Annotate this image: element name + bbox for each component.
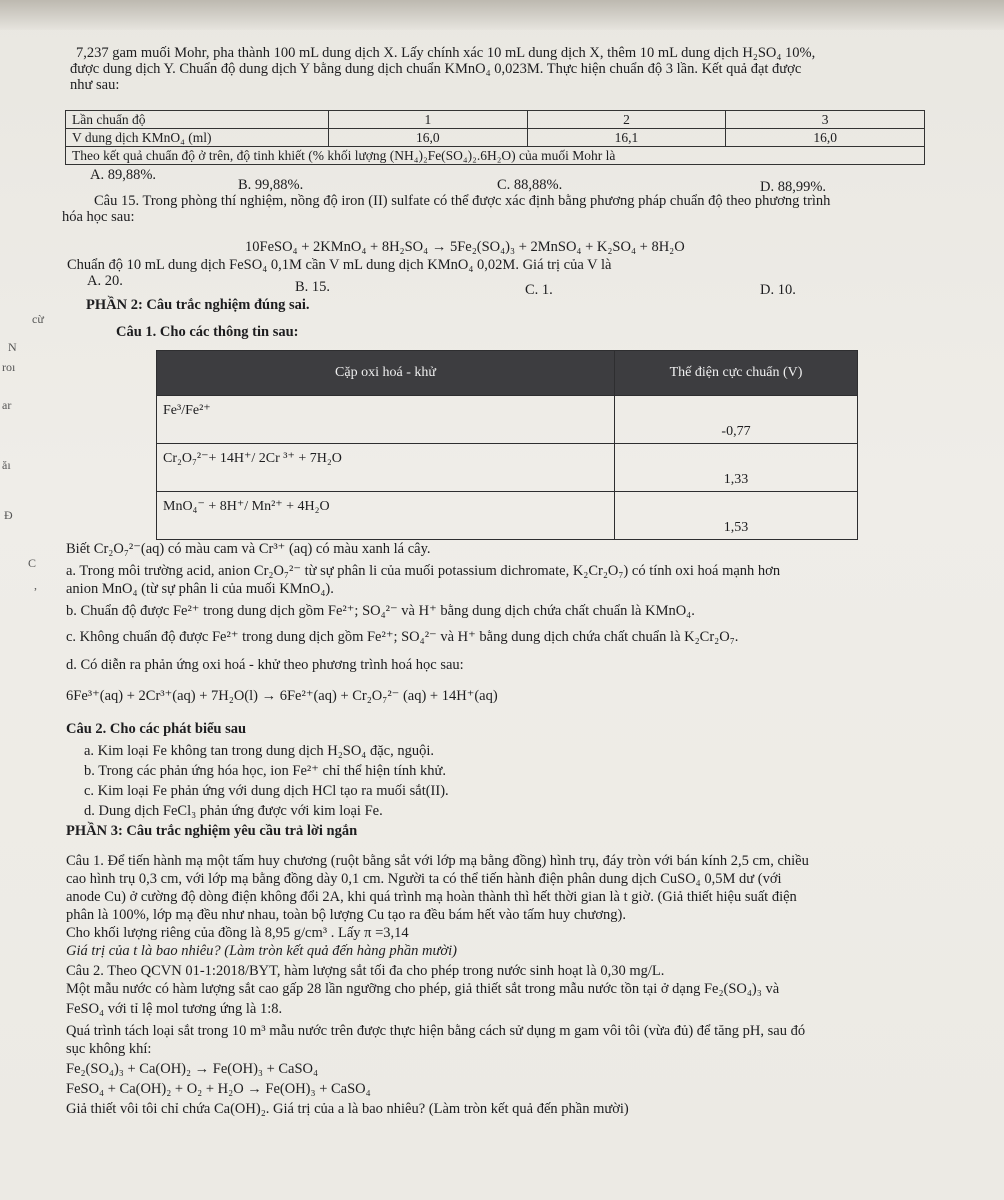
- part3-q2-equation-1: Fe₂(SO₄)₃ + Ca(OH)₂ → Fe(OH)₃ + CaSO₄: [66, 1061, 319, 1077]
- table-cell: 3: [726, 111, 925, 129]
- part2-q1-a-line2: anion MnO₄ (từ sự phân li của muối KMnO₄).: [66, 581, 334, 597]
- table-row: [66, 147, 925, 165]
- part2-q2-d: d. Dung dịch FeCl₃ phản ứng được với kim loại Fe.: [84, 803, 383, 819]
- part3-q1-line5: Cho khối lượng riêng của đồng là 8,95 g/cm³ . Lấy π =3,14: [66, 925, 409, 941]
- table-cell: -0,77: [615, 396, 858, 444]
- margin-fragment: C: [28, 556, 37, 570]
- part3-q2-line6: Giả thiết vôi tôi chỉ chứa Ca(OH)₂. Giá trị của a là bao nhiêu? (Làm tròn kết quả đến phần mười): [66, 1101, 629, 1117]
- titration-table: [65, 110, 925, 165]
- table-cell: Theo kết quả chuẩn độ ở trên, độ tinh khiết (% khối lượng (NH₄)₂Fe(SO₄)₂.6H₂O) của muối Mohr là: [66, 147, 925, 165]
- table-header-row: [157, 351, 858, 396]
- page-fold-shadow: [0, 0, 1004, 30]
- q14-option-d: D. 88,99%.: [760, 179, 827, 195]
- q15-option-d: D. 10.: [760, 282, 796, 298]
- part2-q2-b: b. Trong các phản ứng hóa học, ion Fe²⁺ chỉ thể hiện tính khử.: [84, 763, 446, 779]
- table-cell: 1,53: [615, 492, 858, 540]
- table-cell: Cr₂O₇²⁻+ 14H⁺/ 2Cr ³⁺ + 7H₂O: [157, 444, 615, 492]
- table-cell: V dung dịch KMnO₄ (ml): [66, 129, 329, 147]
- intro-line-3: như sau:: [70, 77, 120, 93]
- part3-q2-line5: sục không khí:: [66, 1041, 152, 1057]
- q14-option-a: A. 89,88%.: [90, 167, 157, 183]
- part2-q2-intro: Câu 2. Cho các phát biểu sau: [66, 721, 247, 737]
- q15-line-2: hóa học sau:: [62, 209, 135, 225]
- margin-fragment: ,: [34, 578, 37, 592]
- part3-q2-line4: Quá trình tách loại sắt trong 10 m³ mẫu nước trên được thực hiện bằng cách sử dụng m gam vôi tôi (vừa đủ) để tăng pH, sau đó: [66, 1023, 806, 1039]
- q15-line-1: Câu 15. Trong phòng thí nghiệm, nồng độ iron (II) sulfate có thể được xác định bằng phương pháp chuẩn độ theo phương trình: [94, 193, 831, 209]
- table-row: [157, 444, 858, 492]
- q15-line-3: Chuẩn độ 10 mL dung dịch FeSO₄ 0,1M cần V mL dung dịch KMnO₄ 0,02M. Giá trị của V là: [67, 257, 612, 273]
- part3-q2-line2: Một mẫu nước có hàm lượng sắt cao gấp 28 lần ngưỡng cho phép, giả thiết sắt trong mẫu nước tồn tại ở dạng Fe₂(SO₄)₃ và: [66, 981, 780, 997]
- part2-note: Biết Cr₂O₇²⁻(aq) có màu cam và Cr³⁺ (aq) có màu xanh lá cây.: [66, 541, 431, 557]
- table-cell: 16,0: [726, 129, 925, 147]
- potential-table: [156, 350, 858, 540]
- part2-q1-a-line1: a. Trong môi trường acid, anion Cr₂O₇²⁻ từ sự phân li của muối potassium dichromate, K₂Cr₂O₇) có tính oxi hoá mạnh hơn: [66, 563, 781, 579]
- part2-q2-c: c. Kim loại Fe phản ứng với dung dịch HCl tạo ra muối sắt(II).: [84, 783, 449, 799]
- q14-option-c: C. 88,88%.: [497, 177, 563, 193]
- table-header-cell: Thế điện cực chuẩn (V): [615, 351, 858, 396]
- q15-option-a: A. 20.: [87, 273, 123, 289]
- part3-q2-equation-2: FeSO₄ + Ca(OH)₂ + O₂ + H₂O → Fe(OH)₃ + CaSO₄: [66, 1081, 371, 1097]
- part2-q1-intro: Câu 1. Cho các thông tin sau:: [116, 324, 299, 340]
- intro-line-2: được dung dịch Y. Chuẩn độ dung dịch Y bằng dung dịch chuẩn KMnO₄ 0,023M. Thực hiện chuẩn độ 3 lần. Kết quả đạt được: [70, 61, 802, 77]
- table-cell: Fe³/Fe²⁺: [157, 396, 615, 444]
- margin-fragment: Đ: [4, 508, 13, 522]
- table-cell: 16,0: [329, 129, 528, 147]
- table-cell: 2: [527, 111, 726, 129]
- part3-q1-line2: cao hình trụ 0,3 cm, với lớp mạ bằng đồng dày 0,1 cm. Người ta có thể tiến hành điện phân dung dịch CuSO₄ 0,5M dư (với: [66, 871, 782, 887]
- margin-fragment: ar: [2, 398, 12, 412]
- table-cell: 1,33: [615, 444, 858, 492]
- table-cell: MnO₄⁻ + 8H⁺/ Mn²⁺ + 4H₂O: [157, 492, 615, 540]
- table-row: [157, 492, 858, 540]
- q15-equation: 10FeSO₄ + 2KMnO₄ + 8H₂SO₄ → 5Fe₂(SO₄)₃ + 2MnSO₄ + K₂SO₄ + 8H₂O: [245, 239, 685, 255]
- table-header-cell: Cặp oxi hoá - khử: [157, 351, 615, 396]
- margin-fragment: ăı: [2, 458, 11, 472]
- table-cell: 1: [329, 111, 528, 129]
- table-row: [66, 111, 925, 129]
- part2-heading: PHẦN 2: Câu trắc nghiệm đúng sai.: [86, 297, 310, 313]
- part2-q1-c: c. Không chuẩn độ được Fe²⁺ trong dung dịch gồm Fe²⁺; SO₄²⁻ và H⁺ bằng dung dịch chứa chất chuẩn là K₂Cr₂O₇.: [66, 629, 739, 645]
- part2-q1-b: b. Chuẩn độ được Fe²⁺ trong dung dịch gồm Fe²⁺; SO₄²⁻ và H⁺ bằng dung dịch chứa chất chuẩn là KMnO₄.: [66, 603, 695, 619]
- part3-q1-line1: Câu 1. Để tiến hành mạ một tấm huy chương (ruột bằng sắt với lớp mạ bằng đồng) hình trụ, đáy tròn với bán kính 2,5 cm, chiều: [66, 853, 809, 869]
- part2-q1-d: d. Có diễn ra phản ứng oxi hoá - khử theo phương trình hoá học sau:: [66, 657, 464, 673]
- part3-q1-line3: anode Cu) ở cường độ dòng điện không đổi 2A, khi quá trình mạ hoàn thành thì hết thời gian là t giờ. (Giả thiết hiệu suất điện: [66, 889, 797, 905]
- table-row: [66, 129, 925, 147]
- table-cell: 16,1: [527, 129, 726, 147]
- margin-fragment: roı: [2, 360, 16, 374]
- q15-option-b: B. 15.: [295, 279, 331, 295]
- intro-line-1: 7,237 gam muối Mohr, pha thành 100 mL dung dịch X. Lấy chính xác 10 mL dung dịch X, thêm 10 mL dung dịch H₂SO₄ 10%,: [76, 45, 816, 61]
- margin-fragment: cừ: [32, 312, 44, 326]
- table-row: [157, 396, 858, 444]
- part3-q2-line1: Câu 2. Theo QCVN 01-1:2018/BYT, hàm lượng sắt tối đa cho phép trong nước sinh hoạt là 0,30 mg/L.: [66, 963, 665, 979]
- margin-fragment: N: [8, 340, 17, 354]
- part2-q2-a: a. Kim loại Fe không tan trong dung dịch H₂SO₄ đặc, nguội.: [84, 743, 435, 759]
- part3-heading: PHẦN 3: Câu trắc nghiệm yêu cầu trả lời ngắn: [66, 823, 358, 839]
- q15-option-c: C. 1.: [525, 282, 553, 298]
- part3-q1-line6: Giá trị của t là bao nhiêu? (Làm tròn kết quả đến hàng phần mười): [66, 943, 458, 959]
- q14-option-b: B. 99,88%.: [238, 177, 304, 193]
- part3-q2-line3: FeSO₄ với tỉ lệ mol tương ứng là 1:8.: [66, 1001, 283, 1017]
- part3-q1-line4: phân là 100%, lớp mạ đều như nhau, toàn bộ lượng Cu tạo ra đều bám hết vào tấm huy chương).: [66, 907, 626, 923]
- table-cell: Lần chuẩn độ: [66, 111, 329, 129]
- part2-q1-equation: 6Fe³⁺(aq) + 2Cr³⁺(aq) + 7H₂O(l) → 6Fe²⁺(aq) + Cr₂O₇²⁻ (aq) + 14H⁺(aq): [66, 688, 498, 704]
